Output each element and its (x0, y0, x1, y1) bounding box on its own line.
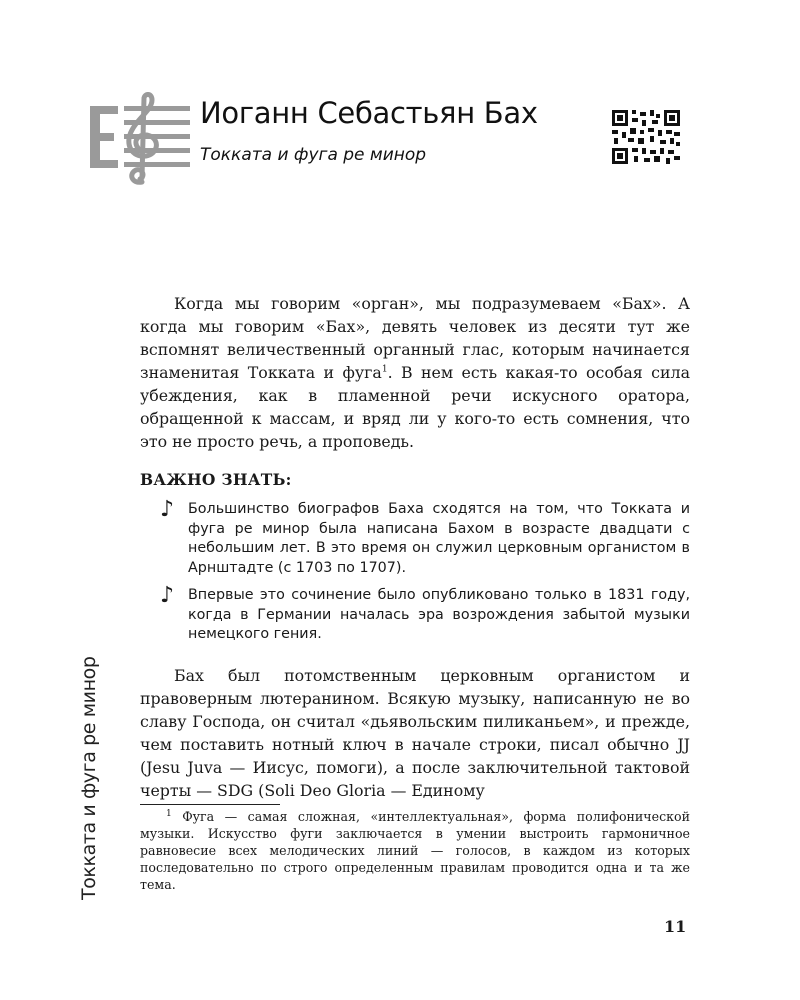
list-item: ♪ Большинство биографов Баха сходятся на том, что Токката и фуга ре минор была написана Бахом в возрасте двадцати с небольшим лет. В это время он служил церковным органистом в Арнштадте (с 1703 по 1707). (160, 497, 690, 576)
qr-code-icon (612, 110, 680, 164)
important-heading: ВАЖНО ЗНАТЬ: (140, 470, 292, 489)
side-running-title: Токката и фуга ре минор (78, 656, 100, 900)
list-item: ♪ Впервые это сочинение было опубликовано только в 1831 году, когда в Германии началась эра возрождения забытой музыки немецкого гения. (160, 583, 690, 642)
footnote-mark: 1 (166, 808, 172, 819)
page-subtitle: Токката и фуга ре минор (200, 145, 427, 165)
important-list (160, 497, 690, 653)
page-number: 11 (664, 917, 687, 936)
body-paragraph: Бах был потомственным церковным органистом и правоверным лютеранином. Всякую музыку, написанную не во славу Господа, он считал «дьявольским пиликаньем», и прежде, чем поставить нотный ключ в начале строки, писал обычно JJ (Jesu Juva — Иисус, помоги), а после заключительной тактовой черты — SDG (Soli Deo Gloria — Единому (140, 666, 690, 800)
treble-clef-staff-icon (90, 92, 190, 187)
music-note-icon: ♪ (160, 497, 175, 522)
footnote-reference[interactable]: 1 (381, 364, 388, 375)
footnote-divider (140, 804, 280, 805)
intro-paragraph: Когда мы говорим «орган», мы подразумеваем «Бах». А когда мы говорим «Бах», девять человек из десяти тут же вспомнят величественный органный глас, которым начинается знаменитая Токката и фуга$^1$. В нем есть какая-то особая сила убеждения, как в пламенной речи искусного оратора, обращенной к массам, и вряд ли у кого-то есть сомнения, что это не просто речь, а проповедь. (140, 294, 690, 451)
music-note-icon: ♪ (160, 583, 175, 608)
page-title: Иоганн Себастьян Бах (200, 96, 538, 130)
footnote: $^1$ Фуга — самая сложная, «интеллектуальная», форма полифонической музыки. Искусство фуги заключается в умении выстроить гармоничное равновесие всех мелодических линий — голосов, в каждом из которых последовательно по строго определенным правилам проводится одна и та же тема. (140, 808, 690, 892)
